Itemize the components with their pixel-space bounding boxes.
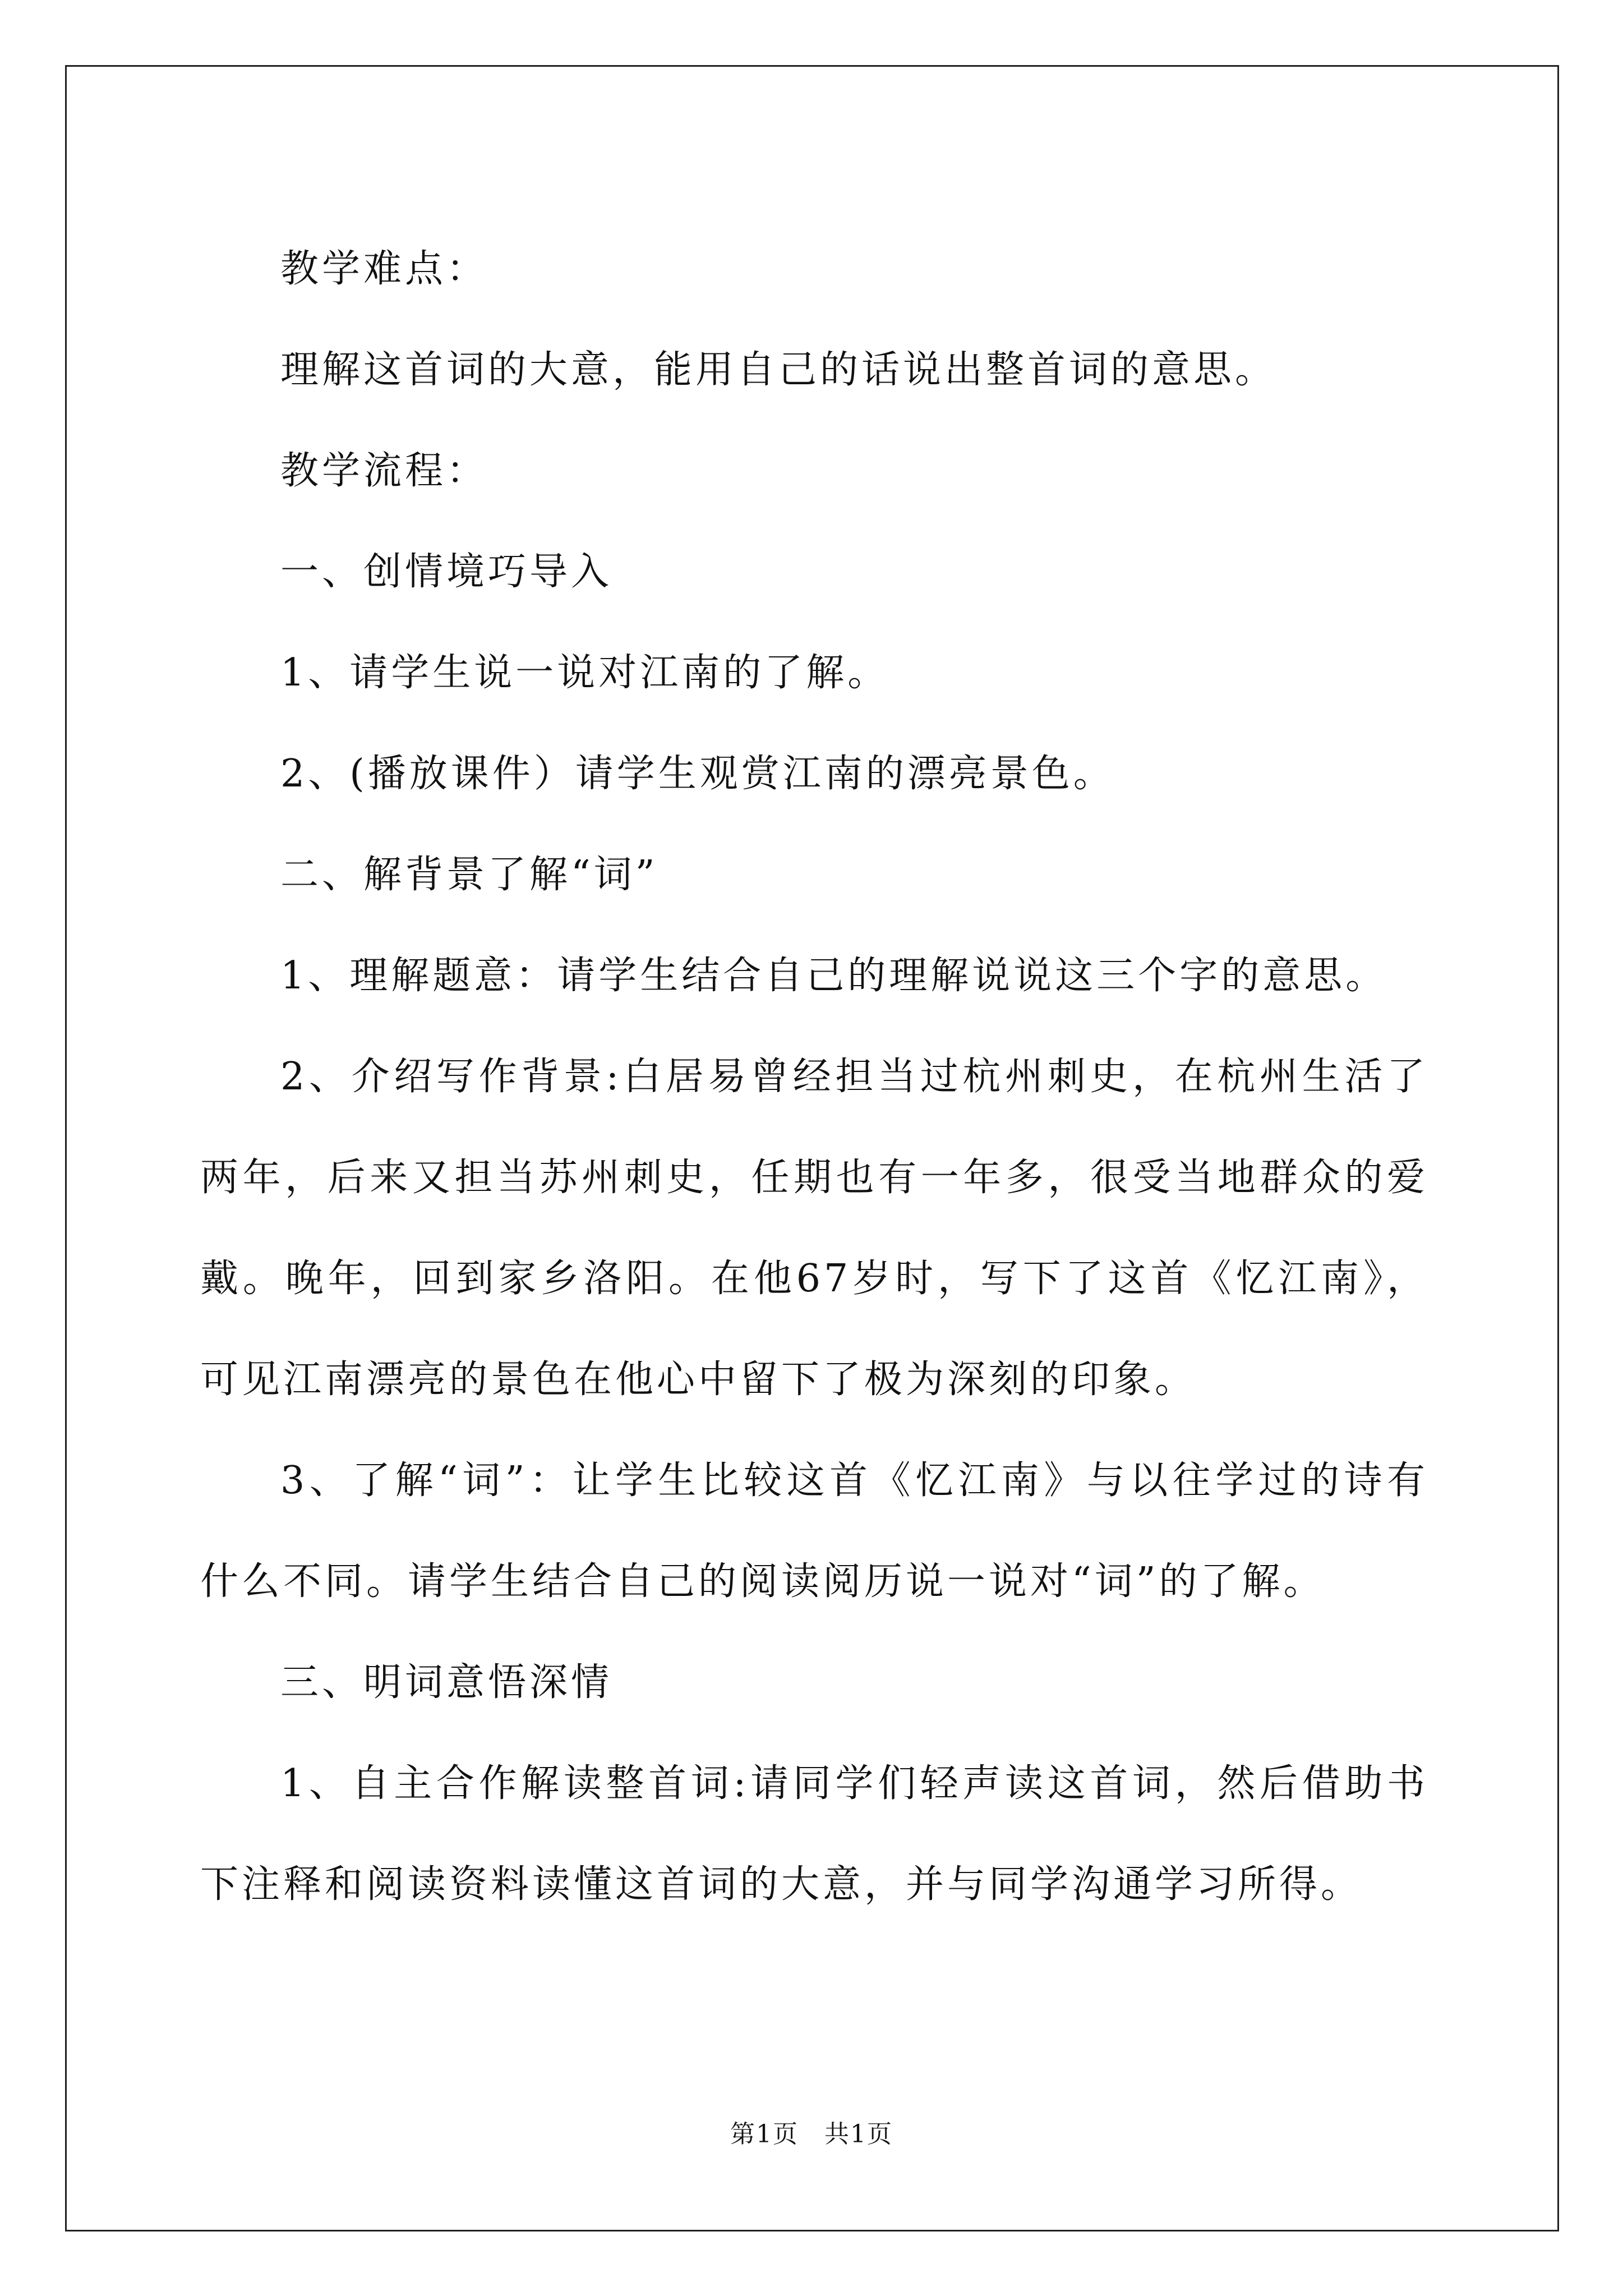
list-item-3-1: 1、自主合作解读整首词:请同学们轻声读这首词，然后借助书下注释和阅读资料读懂这首词的大意，并与同学沟通学习所得。 — [200, 1761, 1428, 1907]
page-footer: 第1页 共1页 — [730, 2120, 893, 2148]
list-item-2-1: 1、理解题意：请学生结合自己的理解说说这三个字的意思。 — [280, 954, 1387, 998]
document-body — [200, 219, 1428, 1935]
heading-teaching-difficulty: 教学难点： — [280, 247, 488, 291]
list-item-1-2: 2、(播放课件）请学生观赏江南的漂亮景色。 — [280, 752, 1115, 796]
section-heading-1: 一、创情境巧导入 — [280, 550, 613, 594]
list-item-1-1: 1、请学生说一说对江南的了解。 — [280, 651, 889, 695]
section-heading-3: 三、明词意悟深情 — [280, 1660, 613, 1705]
heading-teaching-process: 教学流程： — [280, 449, 488, 493]
section-heading-2: 二、解背景了解“词” — [280, 853, 658, 897]
list-item-2-3: 3、了解“词”：让学生比较这首《忆江南》与以往学过的诗有什么不同。请学生结合自己的阅读阅历说一说对“词”的了解。 — [200, 1458, 1428, 1604]
paragraph-difficulty-detail: 理解这首词的大意，能用自己的话说出整首词的意思。 — [280, 348, 1277, 392]
list-item-2-2: 2、介绍写作背景:白居易曾经担当过杭州刺史，在杭州生活了两年，后来又担当苏州刺史，任期也有一年多，很受当地群众的爱戴。晚年，回到家乡洛阳。在他67岁时，写下了这首《忆江南》，可见江南漂亮的景色在他心中留下了极为深刻的印象。 — [200, 1055, 1428, 1402]
